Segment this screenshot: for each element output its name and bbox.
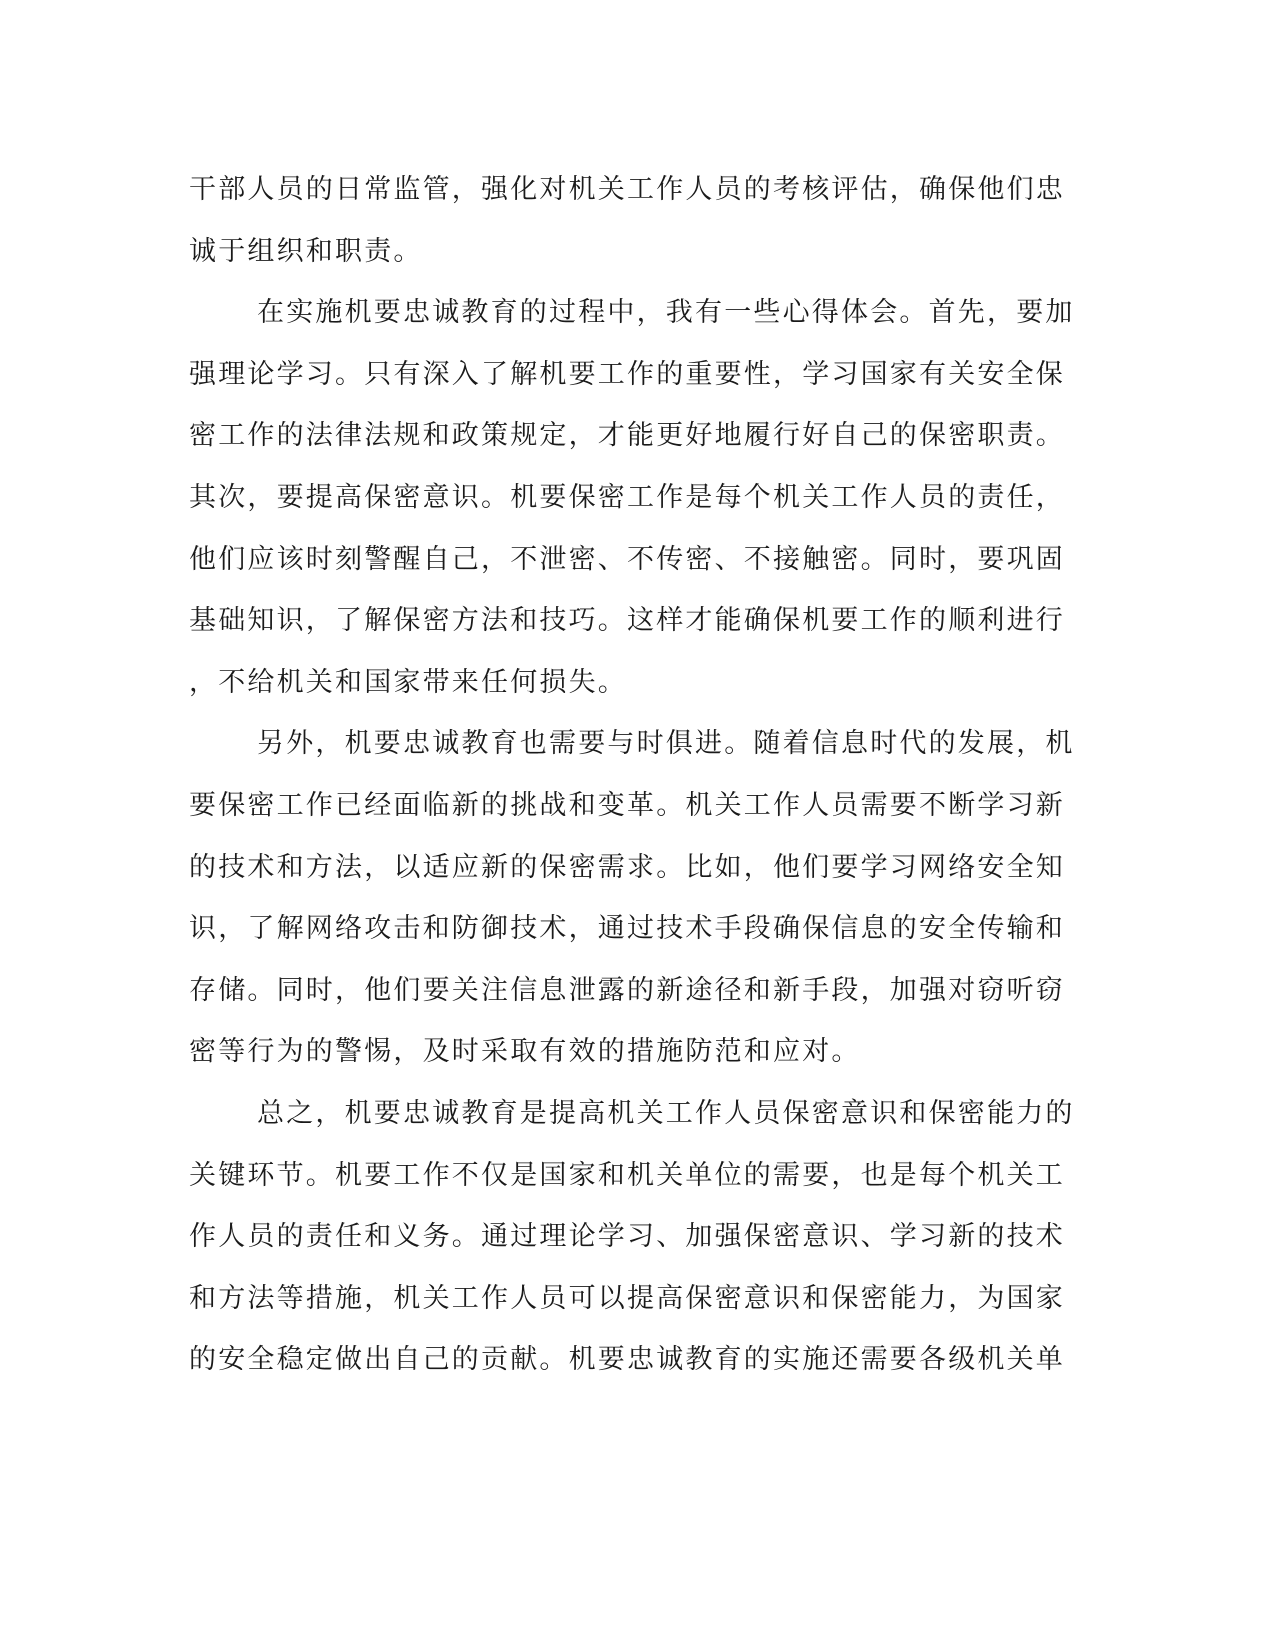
text-line: 诚于组织和职责。: [189, 235, 423, 267]
text-line: 要保密工作已经面临新的挑战和变革。机关工作人员需要不断学习新: [189, 789, 1065, 821]
text-line: 关键环节。机要工作不仅是国家和机关单位的需要，也是每个机关工: [189, 1159, 1065, 1191]
text-line: 他们应该时刻警醒自己，不泄密、不传密、不接触密。同时，要巩固: [189, 543, 1065, 575]
text-line: ，不给机关和国家带来任何损失。: [189, 666, 627, 698]
text-line: 识，了解网络攻击和防御技术，通过技术手段确保信息的安全传输和: [189, 913, 1065, 945]
text-line: 基础知识，了解保密方法和技巧。这样才能确保机要工作的顺利进行: [189, 605, 1065, 637]
paragraph-start-line: 总之，机要忠诚教育是提高机关工作人员保密意识和保密能力的: [257, 1097, 1075, 1129]
text-line: 的技术和方法，以适应新的保密需求。比如，他们要学习网络安全知: [189, 851, 1065, 883]
paragraph-start-line: 在实施机要忠诚教育的过程中，我有一些心得体会。首先，要加: [257, 297, 1075, 329]
text-line: 密等行为的警惕，及时采取有效的措施防范和应对。: [189, 1036, 861, 1068]
text-line: 的安全稳定做出自己的贡献。机要忠诚教育的实施还需要各级机关单: [189, 1344, 1065, 1376]
text-line: 干部人员的日常监管，强化对机关工作人员的考核评估，确保他们忠: [189, 174, 1065, 205]
text-line: 密工作的法律法规和政策规定，才能更好地履行好自己的保密职责。: [189, 420, 1065, 452]
text-line: 和方法等措施，机关工作人员可以提高保密意识和保密能力，为国家: [189, 1282, 1065, 1314]
text-line: 作人员的责任和义务。通过理论学习、加强保密意识、学习新的技术: [189, 1221, 1065, 1253]
paragraph-start-line: 另外，机要忠诚教育也需要与时俱进。随着信息时代的发展，机: [257, 728, 1075, 760]
document-body: [189, 159, 1079, 1391]
text-line: 其次，要提高保密意识。机要保密工作是每个机关工作人员的责任，: [189, 481, 1065, 513]
text-line: 存储。同时，他们要关注信息泄露的新途径和新手段，加强对窃听窃: [189, 974, 1065, 1006]
text-line: 强理论学习。只有深入了解机要工作的重要性，学习国家有关安全保: [189, 358, 1065, 390]
